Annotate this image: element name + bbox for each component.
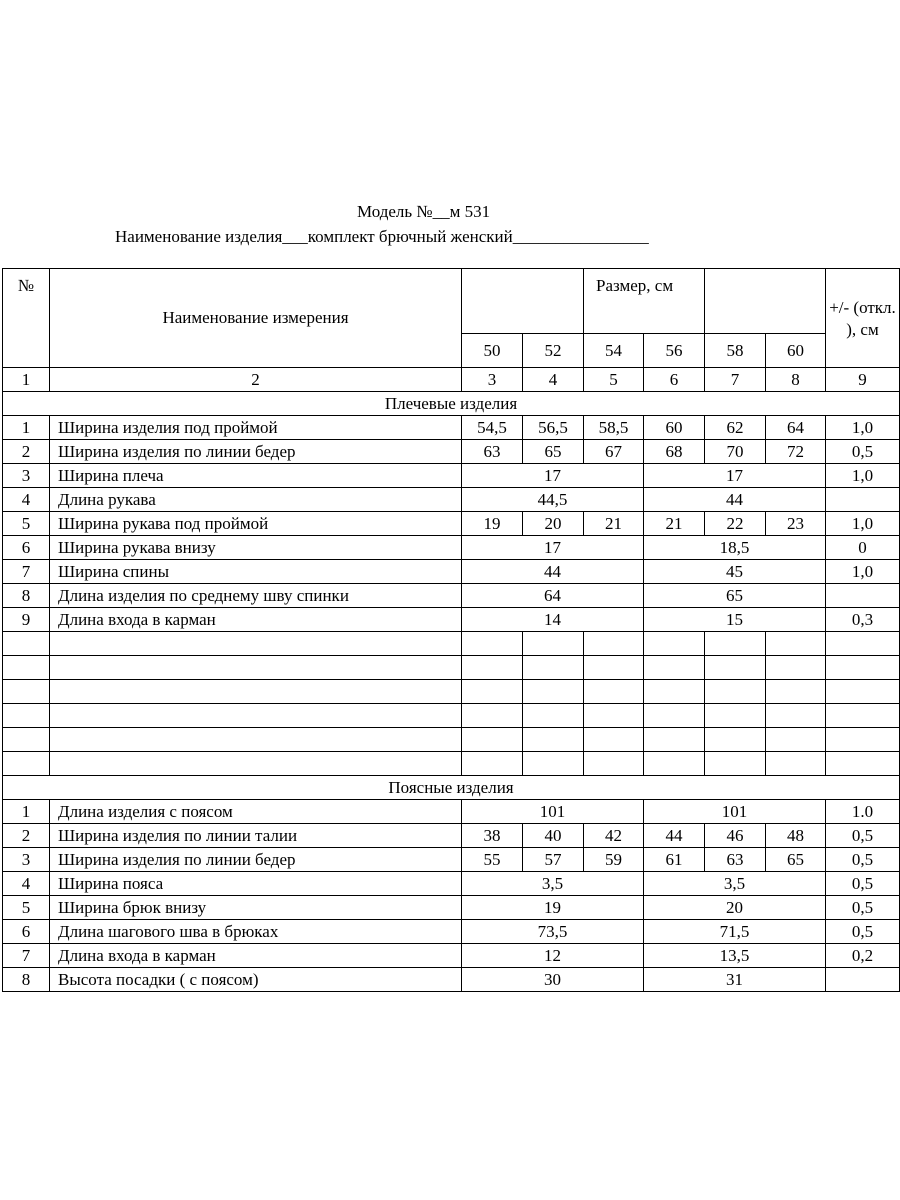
size-header: Размер, см: [584, 269, 705, 334]
group-value: 12: [462, 944, 644, 968]
measurement-name: Ширина изделия по линии талии: [50, 824, 462, 848]
table-row: [3, 824, 900, 848]
row-number: 1: [3, 416, 50, 440]
size-value: 57: [523, 848, 584, 872]
empty-row: [3, 680, 900, 704]
product-name-line: Наименование изделия___комплект брючный женский________________: [115, 227, 649, 246]
size-value: 42: [584, 824, 644, 848]
empty-cell: [826, 680, 900, 704]
empty-cell: [3, 704, 50, 728]
group-value: 45: [644, 560, 826, 584]
row-number: 3: [3, 464, 50, 488]
empty-cell: [826, 752, 900, 776]
table-row: [3, 968, 900, 992]
empty-cell: [644, 632, 705, 656]
row-number: 3: [3, 848, 50, 872]
measurement-name: Ширина изделия по линии бедер: [50, 440, 462, 464]
table-row: [3, 512, 900, 536]
table-row: [3, 896, 900, 920]
empty-cell: [3, 680, 50, 704]
empty-cell: [3, 728, 50, 752]
empty-cell: [826, 632, 900, 656]
empty-cell: [826, 656, 900, 680]
column-header-tolerance: +/- (откл. ), см: [826, 269, 900, 368]
empty-cell: [644, 656, 705, 680]
empty-cell: [644, 704, 705, 728]
empty-cell: [523, 752, 584, 776]
tolerance-value: 0,5: [826, 824, 900, 848]
empty-row: [3, 704, 900, 728]
table-row: [3, 920, 900, 944]
empty-row: [3, 752, 900, 776]
empty-cell: [705, 680, 766, 704]
empty-cell: [705, 752, 766, 776]
empty-row: [3, 632, 900, 656]
table-row: [3, 488, 900, 512]
table-row: [3, 560, 900, 584]
empty-cell: [766, 656, 826, 680]
tolerance-value: 0,5: [826, 896, 900, 920]
size-value: 67: [584, 440, 644, 464]
column-number: 8: [766, 368, 826, 392]
size-cell: 54: [584, 334, 644, 368]
column-number: 1: [3, 368, 50, 392]
empty-cell: [766, 728, 826, 752]
empty-cell: [826, 704, 900, 728]
measurement-name: Ширина спины: [50, 560, 462, 584]
measurement-name: Ширина пояса: [50, 872, 462, 896]
table-row: [3, 872, 900, 896]
table-row: [3, 464, 900, 488]
size-value: 48: [766, 824, 826, 848]
size-value: 56,5: [523, 416, 584, 440]
row-number: 5: [3, 512, 50, 536]
size-value: 65: [766, 848, 826, 872]
section-row-waist: [3, 776, 900, 800]
measurement-name: Длина изделия с поясом: [50, 800, 462, 824]
row-number: 9: [3, 608, 50, 632]
row-number: 5: [3, 896, 50, 920]
measurement-name: Длина изделия по среднему шву спинки: [50, 584, 462, 608]
empty-cell: [50, 728, 462, 752]
size-header-right: [705, 269, 826, 334]
section-title: Плечевые изделия: [3, 392, 900, 416]
group-value: 31: [644, 968, 826, 992]
row-number: 7: [3, 560, 50, 584]
table-row: [3, 944, 900, 968]
empty-cell: [644, 728, 705, 752]
row-number: 2: [3, 440, 50, 464]
row-number: 8: [3, 584, 50, 608]
section-title: Поясные изделия: [3, 776, 900, 800]
measurement-name: Длина рукава: [50, 488, 462, 512]
row-number: 4: [3, 488, 50, 512]
tolerance-value: 0,5: [826, 440, 900, 464]
empty-cell: [50, 752, 462, 776]
group-value: 19: [462, 896, 644, 920]
tolerance-value: 1,0: [826, 512, 900, 536]
empty-cell: [3, 656, 50, 680]
size-value: 63: [462, 440, 523, 464]
tolerance-value: 0,2: [826, 944, 900, 968]
measurement-name: Длина входа в карман: [50, 944, 462, 968]
empty-cell: [584, 752, 644, 776]
section-row-shoulder: [3, 392, 900, 416]
header-row: [3, 269, 900, 334]
group-value: 3,5: [644, 872, 826, 896]
empty-cell: [462, 752, 523, 776]
empty-cell: [462, 680, 523, 704]
table-row: [3, 800, 900, 824]
group-value: 15: [644, 608, 826, 632]
measurement-name: Ширина брюк внизу: [50, 896, 462, 920]
empty-cell: [3, 632, 50, 656]
empty-cell: [523, 632, 584, 656]
size-value: 20: [523, 512, 584, 536]
group-value: 17: [644, 464, 826, 488]
empty-cell: [826, 728, 900, 752]
tolerance-value: 1,0: [826, 464, 900, 488]
size-value: 23: [766, 512, 826, 536]
empty-cell: [705, 728, 766, 752]
size-value: 58,5: [584, 416, 644, 440]
size-value: 70: [705, 440, 766, 464]
column-numbers-row: [3, 368, 900, 392]
group-value: 44,5: [462, 488, 644, 512]
row-number: 1: [3, 800, 50, 824]
measurement-name: Ширина изделия под проймой: [50, 416, 462, 440]
group-value: 64: [462, 584, 644, 608]
empty-cell: [644, 680, 705, 704]
tolerance-value: 1.0: [826, 800, 900, 824]
tolerance-value: [826, 968, 900, 992]
group-value: 71,5: [644, 920, 826, 944]
empty-cell: [705, 656, 766, 680]
measurement-name: Ширина плеча: [50, 464, 462, 488]
row-number: 7: [3, 944, 50, 968]
empty-cell: [523, 704, 584, 728]
group-value: 44: [462, 560, 644, 584]
measurement-name: Ширина рукава внизу: [50, 536, 462, 560]
group-value: 101: [462, 800, 644, 824]
table-row: [3, 536, 900, 560]
empty-cell: [584, 632, 644, 656]
column-header-number: №: [3, 269, 50, 368]
empty-cell: [705, 704, 766, 728]
empty-cell: [462, 704, 523, 728]
size-value: 61: [644, 848, 705, 872]
empty-cell: [766, 752, 826, 776]
tolerance-value: 0,5: [826, 848, 900, 872]
empty-cell: [766, 704, 826, 728]
empty-cell: [584, 656, 644, 680]
size-cell: 60: [766, 334, 826, 368]
row-number: 2: [3, 824, 50, 848]
row-number: 6: [3, 920, 50, 944]
size-cell: 52: [523, 334, 584, 368]
empty-cell: [50, 704, 462, 728]
empty-cell: [523, 728, 584, 752]
row-number: 6: [3, 536, 50, 560]
empty-cell: [584, 704, 644, 728]
size-value: 54,5: [462, 416, 523, 440]
size-value: 63: [705, 848, 766, 872]
empty-cell: [462, 632, 523, 656]
tolerance-value: [826, 584, 900, 608]
empty-cell: [584, 728, 644, 752]
size-value: 64: [766, 416, 826, 440]
size-value: 60: [644, 416, 705, 440]
group-value: 13,5: [644, 944, 826, 968]
column-number: 2: [50, 368, 462, 392]
measurement-name: Высота посадки ( с поясом): [50, 968, 462, 992]
size-value: 62: [705, 416, 766, 440]
size-value: 19: [462, 512, 523, 536]
empty-cell: [462, 728, 523, 752]
tolerance-value: [826, 488, 900, 512]
group-value: 44: [644, 488, 826, 512]
size-value: 22: [705, 512, 766, 536]
empty-cell: [644, 752, 705, 776]
size-value: 72: [766, 440, 826, 464]
size-cell: 58: [705, 334, 766, 368]
size-value: 21: [644, 512, 705, 536]
group-value: 17: [462, 464, 644, 488]
empty-cell: [523, 680, 584, 704]
measurement-name: Длина шагового шва в брюках: [50, 920, 462, 944]
tolerance-value: 0,5: [826, 872, 900, 896]
group-value: 73,5: [462, 920, 644, 944]
empty-cell: [766, 680, 826, 704]
size-cell: 50: [462, 334, 523, 368]
row-number: 8: [3, 968, 50, 992]
empty-cell: [584, 680, 644, 704]
column-number: 9: [826, 368, 900, 392]
column-number: 4: [523, 368, 584, 392]
table-row: [3, 416, 900, 440]
size-value: 59: [584, 848, 644, 872]
empty-cell: [50, 680, 462, 704]
measurement-name: Ширина изделия по линии бедер: [50, 848, 462, 872]
size-value: 44: [644, 824, 705, 848]
tolerance-value: 1,0: [826, 416, 900, 440]
size-value: 40: [523, 824, 584, 848]
group-value: 65: [644, 584, 826, 608]
column-number: 3: [462, 368, 523, 392]
empty-cell: [766, 632, 826, 656]
tolerance-value: 1,0: [826, 560, 900, 584]
model-number-line: Модель №__м 531: [357, 202, 491, 221]
tolerance-value: 0,3: [826, 608, 900, 632]
column-number: 5: [584, 368, 644, 392]
empty-cell: [462, 656, 523, 680]
empty-row: [3, 656, 900, 680]
size-value: 68: [644, 440, 705, 464]
column-header-name: Наименование измерения: [50, 269, 462, 368]
table-row: [3, 440, 900, 464]
tolerance-value: 0,5: [826, 920, 900, 944]
size-cell: 56: [644, 334, 705, 368]
size-value: 38: [462, 824, 523, 848]
group-value: 101: [644, 800, 826, 824]
group-value: 18,5: [644, 536, 826, 560]
group-value: 14: [462, 608, 644, 632]
group-value: 3,5: [462, 872, 644, 896]
empty-cell: [523, 656, 584, 680]
group-value: 17: [462, 536, 644, 560]
measurement-name: Длина входа в карман: [50, 608, 462, 632]
column-number: 7: [705, 368, 766, 392]
empty-cell: [3, 752, 50, 776]
size-header-left: [462, 269, 584, 334]
empty-cell: [50, 656, 462, 680]
size-value: 46: [705, 824, 766, 848]
empty-cell: [50, 632, 462, 656]
size-value: 21: [584, 512, 644, 536]
row-number: 4: [3, 872, 50, 896]
group-value: 30: [462, 968, 644, 992]
column-number: 6: [644, 368, 705, 392]
empty-cell: [705, 632, 766, 656]
size-value: 55: [462, 848, 523, 872]
group-value: 20: [644, 896, 826, 920]
size-value: 65: [523, 440, 584, 464]
table-row: [3, 848, 900, 872]
measurement-table: [2, 268, 900, 992]
tolerance-value: 0: [826, 536, 900, 560]
table-row: [3, 608, 900, 632]
empty-row: [3, 728, 900, 752]
measurement-name: Ширина рукава под проймой: [50, 512, 462, 536]
table-row: [3, 584, 900, 608]
